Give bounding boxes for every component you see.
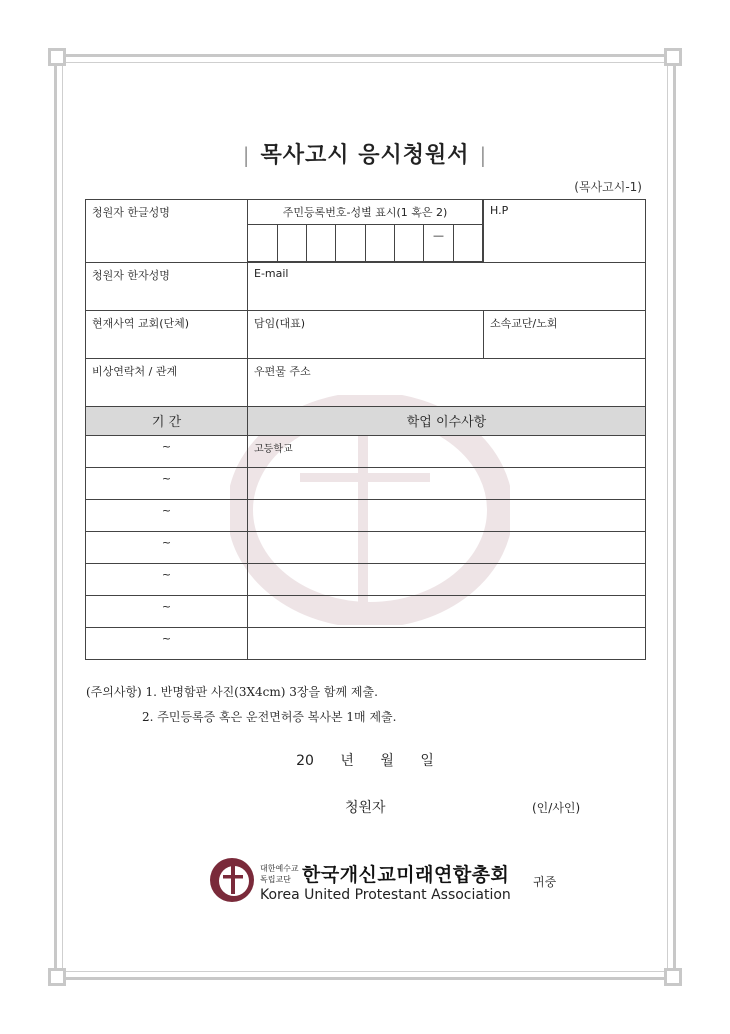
email-field[interactable]: E-mail	[248, 263, 646, 311]
application-form	[85, 199, 646, 660]
history-row	[86, 564, 646, 596]
frame-corner	[48, 968, 66, 986]
date-day-label: 일	[420, 753, 434, 769]
history-row	[86, 500, 646, 532]
history-period[interactable]: ~	[86, 532, 248, 564]
period-header: 기 간	[86, 407, 248, 436]
date-year-prefix: 20	[296, 753, 314, 769]
id-number-label: 주민등록번호-성별 표시(1 혹은 2)	[248, 200, 483, 225]
history-education[interactable]	[248, 628, 646, 660]
history-education[interactable]	[248, 564, 646, 596]
history-row	[86, 436, 646, 468]
organization-logo	[207, 855, 257, 905]
id-digit-box[interactable]	[453, 225, 482, 262]
applicant-label: 청원자	[345, 800, 386, 816]
note-line-2: 2. 주민등록증 혹은 운전면허증 복사본 1매 제출.	[142, 710, 397, 724]
history-period[interactable]: ~	[86, 436, 248, 468]
history-education[interactable]	[248, 532, 646, 564]
note-line-1: (주의사항) 1. 반명함판 사진(3X4cm) 3장을 함께 제출.	[86, 685, 378, 699]
history-period[interactable]: ~	[86, 628, 248, 660]
history-row	[86, 628, 646, 660]
date-year-label: 년	[340, 753, 354, 769]
organization-name-ko: 한국개신교미래연합총회	[302, 864, 510, 886]
history-row	[86, 468, 646, 500]
denomination-field[interactable]: 소속교단/노회	[484, 311, 646, 359]
address-field[interactable]: 우편물 주소	[248, 359, 646, 407]
notes	[86, 683, 396, 725]
frame-corner	[664, 48, 682, 66]
history-row	[86, 532, 646, 564]
page-title: | 목사고시 응시청원서 |	[242, 143, 488, 168]
history-period[interactable]: ~	[86, 468, 248, 500]
history-period[interactable]: ~	[86, 564, 248, 596]
organization-name-en: Korea United Protestant Association	[260, 887, 511, 903]
date-line	[0, 750, 730, 770]
id-digit-box[interactable]	[365, 225, 394, 262]
id-digit-box[interactable]	[248, 225, 277, 262]
organization-small-label: 대한예수교 독립교단	[260, 864, 299, 884]
history-education[interactable]	[248, 468, 646, 500]
history-period[interactable]: ~	[86, 596, 248, 628]
form-code: (목사고시-1)	[574, 180, 642, 194]
id-digit-box[interactable]	[307, 225, 336, 262]
phone-field[interactable]: H.P	[484, 200, 646, 263]
emergency-contact-label: 비상연락처 / 관계	[86, 359, 248, 407]
id-digit-box[interactable]	[336, 225, 365, 262]
seal-label: (인/사인)	[532, 801, 581, 815]
id-digit-box[interactable]	[277, 225, 306, 262]
education-header: 학업 이수사항	[248, 407, 646, 436]
name-hanja-label: 청원자 한자성명	[86, 263, 248, 311]
recipient-label: 귀중	[533, 875, 557, 889]
history-education[interactable]: 고등학교	[248, 436, 646, 468]
history-period[interactable]: ~	[86, 500, 248, 532]
id-number-cell	[248, 200, 484, 263]
history-education[interactable]	[248, 500, 646, 532]
id-digit-box[interactable]	[395, 225, 424, 262]
frame-corner	[48, 48, 66, 66]
id-number-grid	[248, 200, 483, 262]
church-label: 현재사역 교회(단체)	[86, 311, 248, 359]
frame-corner	[664, 968, 682, 986]
id-dash: —	[424, 225, 453, 262]
name-korean-label: 청원자 한글성명	[86, 200, 248, 263]
history-education[interactable]	[248, 596, 646, 628]
pastor-field[interactable]: 담임(대표)	[248, 311, 484, 359]
date-month-label: 월	[380, 753, 394, 769]
history-row	[86, 596, 646, 628]
